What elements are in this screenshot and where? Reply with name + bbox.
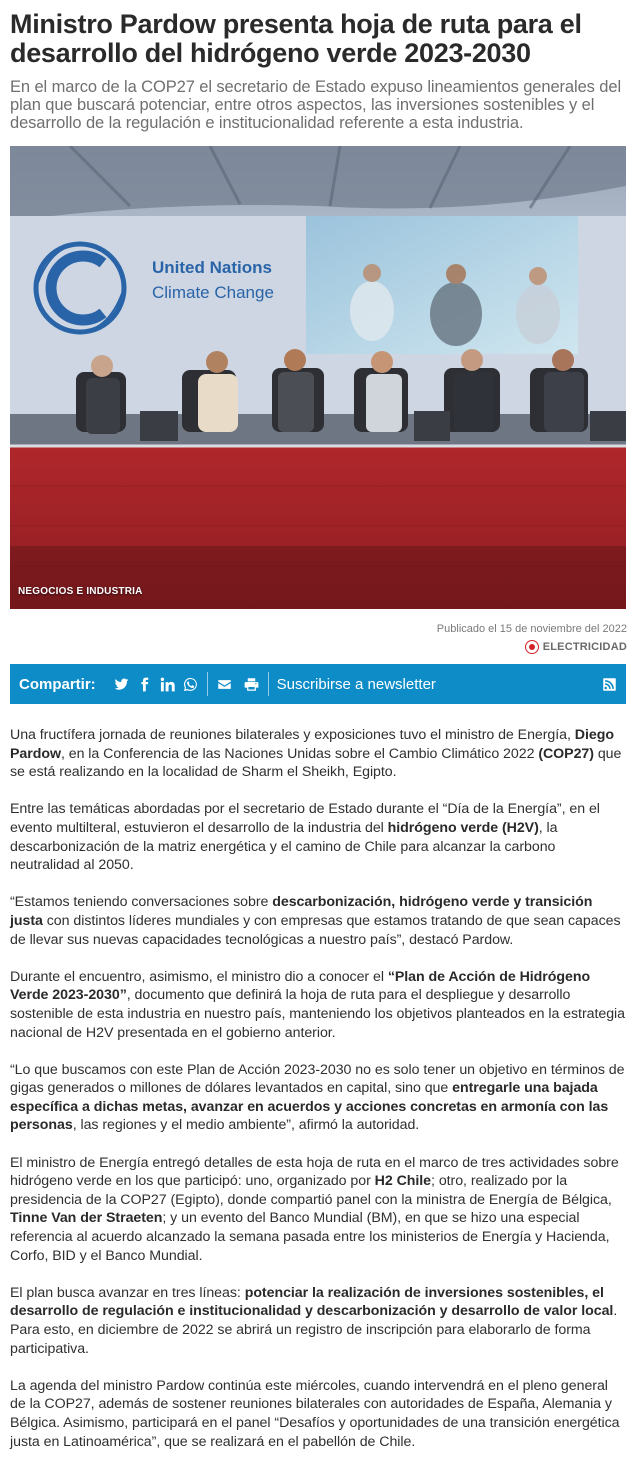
article-paragraph <box>10 1061 627 1135</box>
category-label: ELECTRICIDAD <box>542 641 627 653</box>
article-paragraph <box>10 726 627 782</box>
share-bar <box>10 664 626 704</box>
text-run: , en la Conferencia de las Naciones Unidas sobre el Cambio Climático 2022 <box>60 745 539 762</box>
category-icon <box>525 640 539 654</box>
article-paragraph <box>10 893 627 949</box>
rss-icon[interactable] <box>601 676 618 693</box>
article-body <box>10 726 627 1451</box>
facebook-icon[interactable] <box>136 676 153 693</box>
text-run: Una fructífera jornada de reuniones bilaterales y exposiciones tuvo el ministro de Energía, <box>10 727 575 743</box>
text-run: Entre las temáticas abordadas por el secretario de Estado durante el “Día de la Energía”, en el evento multilteral, estuvieron el desarrollo de la industria del <box>10 801 600 836</box>
whatsapp-icon[interactable] <box>182 676 199 693</box>
text-run: . Para esto, en diciembre de 2022 se abrirá un registro de inscripción para elaborarlo de forma participativa. <box>10 1303 618 1357</box>
article-paragraph <box>10 800 627 874</box>
text-run: , documento que definirá la hoja de ruta para el despliegue y desarrollo sostenible de esta industria en nuestro país, manteniendo los objetivos planteados en la estrategia nacional de H2V presentada en el gobierno anterior. <box>10 987 625 1041</box>
text-run: La agenda del ministro Pardow continúa este miércoles, cuando intervendrá en el pleno general de la COP27, además de sostener reuniones bilaterales con autoridades de España, Alemania y Bélgica. Asimismo, participará en el panel “Desafíos y oportunidades de una transición energética justa en Latinoamérica”, que se realizará en el pabellón de Chile. <box>10 1377 620 1450</box>
text-run: con distintos líderes mundiales y con empresas que estamos tratando de que sean capaces de llevar sus nuevas capacidades tecnológicas a nuestro país”, destacó Pardow. <box>10 912 621 948</box>
text-run: El ministro de Energía entregó detalles de esta hoja de ruta en el marco de tres actividades sobre hidrógeno verde en los que participó: uno, organizado por <box>10 1154 619 1190</box>
article-paragraph <box>10 968 627 1042</box>
text-run: “Lo que buscamos con este Plan de Acción 2023-2030 no es solo tener un objetivo en términos de gigas generados o millones de dólares levantados en capital, sino que <box>10 1061 625 1097</box>
share-divider-2 <box>268 672 269 696</box>
bold-text: “Plan de Acción de Hidrógeno Verde 2023-2030” <box>10 968 591 1004</box>
linkedin-icon[interactable] <box>159 676 176 693</box>
bold-text: Diego Pardow <box>10 727 614 762</box>
category-link[interactable] <box>10 640 627 654</box>
twitter-icon[interactable] <box>113 676 130 693</box>
bold-text: descarbonización, hidrógeno verde y transición justa <box>10 894 593 929</box>
banner-line-1: United Nations <box>152 258 272 277</box>
share-divider <box>207 672 208 696</box>
text-run: ; otro, realizado por la presidencia de la COP27 (Egipto), donde compartió panel con la ministra de Energía de Bélgica, <box>10 1173 612 1208</box>
image-category-tag: NEGOCIOS E INDUSTRIA <box>18 586 143 597</box>
article-lead: En el marco de la COP27 el secretario de Estado expuso lineamientos generales del plan que buscará potenciar, entre otros aspectos, las inversiones sostenibles y el desarrollo de la regulación e institucionalidad referente a esta industria. <box>10 78 622 132</box>
banner-line-2: Climate Change <box>152 283 274 302</box>
bold-text: entregarle una bajada específica a dichas metas, avanzar en acuerdos y acciones concretas en armonía con las personas <box>10 1080 609 1134</box>
bold-text: hidrógeno verde (H2V) <box>387 819 539 836</box>
article-paragraph <box>10 1154 627 1266</box>
newsletter-link[interactable]: Suscribirse a newsletter <box>276 675 436 693</box>
print-icon[interactable] <box>243 676 260 693</box>
bold-text: (COP27) <box>538 745 594 762</box>
text-run: “Estamos teniendo conversaciones sobre <box>10 894 273 911</box>
article-paragraph <box>10 1377 627 1451</box>
text-run: ; y un evento del Banco Mundial (BM), en que se hizo una especial referencia al acuerdo alcanzado la semana pasada entre los ministerios de Energía y Hacienda, Corfo, BID y el Banco Mundial. <box>10 1210 610 1264</box>
conference-photo <box>10 146 626 609</box>
share-icons <box>113 676 199 693</box>
bold-text: H2 Chile <box>374 1173 432 1190</box>
text-run: El plan busca avanzar en tres líneas: <box>10 1284 245 1301</box>
hero-image <box>10 146 626 609</box>
text-run: , la descarbonización de la matriz energética y el camino de Chile para alcanzar la carbono neutralidad al 2050. <box>10 819 558 874</box>
text-run: Durante el encuentro, asimismo, el ministro dio a conocer el <box>10 968 388 985</box>
text-run: , las regiones y el medio ambiente”, afirmó la autoridad. <box>72 1117 420 1134</box>
article-title: Ministro Pardow presenta hoja de ruta para el desarrollo del hidrógeno verde 2023-2030 <box>10 9 582 68</box>
email-icon[interactable] <box>216 676 233 693</box>
bold-text: potenciar la realización de inversiones sostenibles, el desarrollo de regulación e institucionalidad y descarbonización y desarrollo de valor local <box>10 1284 614 1320</box>
share-label: Compartir: <box>19 675 96 693</box>
bold-text: Tinne Van der Straeten <box>10 1210 163 1227</box>
article-paragraph <box>10 1284 627 1358</box>
text-run: que se está realizando en la localidad de Sharm el Sheikh, Egipto. <box>10 745 622 781</box>
published-date: Publicado el 15 de noviembre del 2022 <box>436 623 627 635</box>
